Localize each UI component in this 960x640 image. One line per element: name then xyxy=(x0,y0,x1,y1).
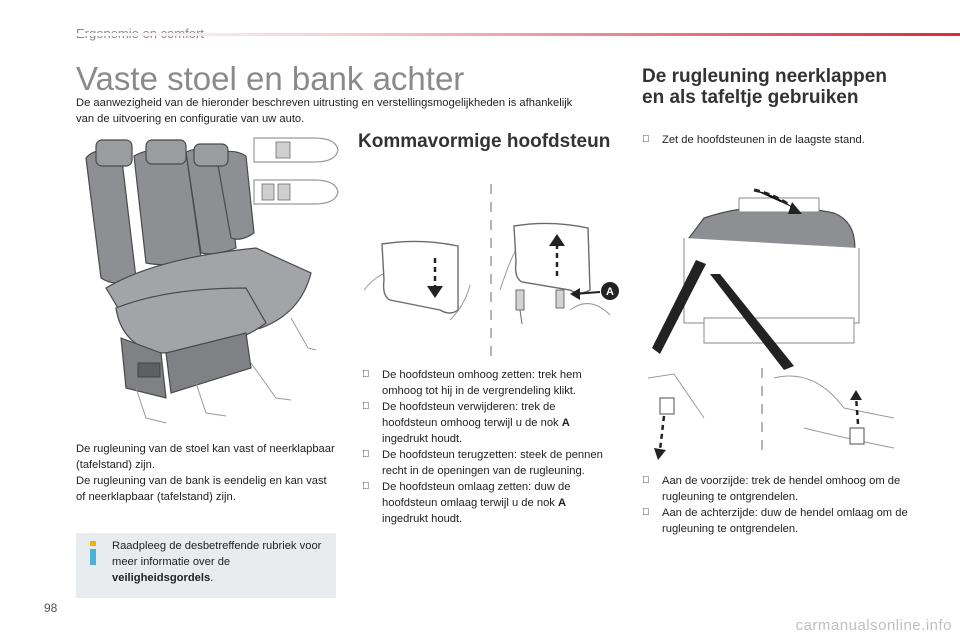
info-text-end: . xyxy=(210,572,214,584)
checkbox-bullet-icon xyxy=(362,479,370,495)
checkbox-bullet-icon xyxy=(362,367,370,383)
vehicle-layout-icons xyxy=(252,136,342,216)
checkbox-bullet-icon xyxy=(642,473,650,489)
checkbox-bullet-icon xyxy=(362,399,370,415)
fold-steps xyxy=(642,473,912,537)
fold-step xyxy=(642,132,922,148)
step-text-end: ingedrukt houdt. xyxy=(382,433,463,445)
step-text: Aan de achterzijde: duw de hendel omlaag om de rugleuning te ontgrendelen. xyxy=(662,507,908,535)
headrest-step xyxy=(362,447,612,479)
step-text: Aan de voorzijde: trek de hendel omhoog om de rugleuning te ontgrendelen. xyxy=(662,475,901,503)
fold-step xyxy=(642,505,912,537)
step-text-bold: A xyxy=(558,497,567,509)
info-text: Raadpleeg de desbetreffende rubriek voor meer informatie over de xyxy=(112,540,322,568)
bench-paragraph: De rugleuning van de bank is eendelig en kan vast of neerklapbaar (tafelstand) zijn. xyxy=(76,475,327,503)
checkbox-bullet-icon xyxy=(642,132,650,148)
headrest-step xyxy=(362,367,612,399)
info-box xyxy=(76,533,336,598)
headrest-steps xyxy=(362,367,612,527)
headrest-title: Kommavormige hoofdsteun xyxy=(358,131,611,152)
info-icon xyxy=(88,541,98,565)
fold-step-1 xyxy=(642,132,922,148)
step-text-end: ingedrukt houdt. xyxy=(382,513,463,525)
step-text: Zet de hoofdsteunen in de laagste stand. xyxy=(662,134,865,146)
fold-title xyxy=(642,66,942,108)
headrest-step xyxy=(362,399,612,447)
fold-title-line1: De rugleuning neerklappen xyxy=(642,66,887,87)
checkbox-bullet-icon xyxy=(362,447,370,463)
step-text: De hoofdsteun verwijderen: trek de hoofdsteun omhoog terwijl u de nok xyxy=(382,401,562,429)
intro-text: De aanwezigheid van de hieronder beschreven uitrusting en verstellingsmogelijkheden is afhankelijk van de uitvoering en configuratie van uw auto. xyxy=(76,97,573,125)
info-link-term: veiligheidsgordels xyxy=(112,572,211,584)
fold-step xyxy=(642,473,912,505)
callout-a-label: A xyxy=(606,286,614,298)
checkbox-bullet-icon xyxy=(642,505,650,521)
seat-description xyxy=(76,441,338,505)
step-text: De hoofdsteun omhoog zetten: trek hem omhoog tot hij in de vergrendeling klikt. xyxy=(382,369,582,397)
watermark: carmanualsonline.info xyxy=(795,617,952,634)
fold-title-line2: en als tafeltje gebruiken xyxy=(642,87,859,108)
header-rule xyxy=(76,33,960,36)
step-text: De hoofdsteun omlaag zetten: duw de hoofdsteun omlaag terwijl u de nok xyxy=(382,481,571,509)
page-title: Vaste stoel en bank achter xyxy=(76,60,465,97)
fold-backrest-illustration xyxy=(644,178,906,460)
page-number: 98 xyxy=(44,601,58,615)
step-text: De hoofdsteun terugzetten: steek de pennen recht in de openingen van de rugleuning. xyxy=(382,449,603,477)
step-text-bold: A xyxy=(561,417,570,429)
headrest-illustration xyxy=(360,180,622,358)
seat-paragraph: De rugleuning van de stoel kan vast of neerklapbaar (tafelstand) zijn. xyxy=(76,443,335,471)
headrest-step xyxy=(362,479,612,527)
